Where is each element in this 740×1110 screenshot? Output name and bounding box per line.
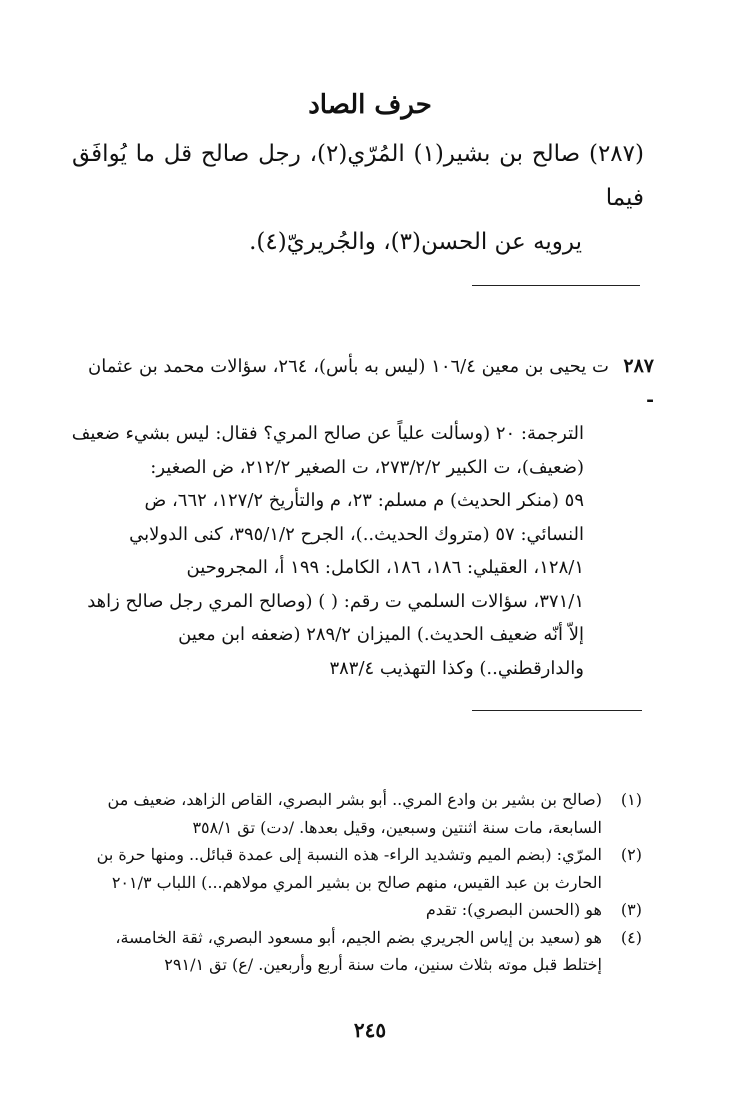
commentary-line: والدارقطني..) وكذا التهذيب ٣٨٣/٤ — [329, 657, 584, 679]
footnote-line: إختلط قبل موته بثلاث سنين، مات سنة أربع وأربعين. /ع) تق ٢٩١/١ — [164, 955, 602, 974]
commentary-line: ت يحيى بن معين ١٠٦/٤ (ليس به بأس)، ٢٦٤، سؤالات محمد بن عثمان — [88, 356, 609, 377]
footnote-number: (٣) — [620, 900, 642, 919]
footnotes-block — [82, 786, 642, 979]
commentary-line: ٣٧١/١، سؤالات السلمي ت رقم: ( ) (وصالح المري رجل صالح زاهد — [87, 590, 584, 612]
footnote-divider — [472, 710, 642, 711]
footnote-item — [82, 841, 642, 896]
footnote-line: هو (سعيد بن إياس الجريري بضم الجيم، أبو مسعود البصري، ثقة الخامسة، — [115, 927, 602, 947]
footnote-line: السابعة، مات سنة اثنتين وسبعين، وقيل بعدها. /دت) تق ٣٥٨/١ — [192, 817, 602, 837]
chapter-heading: حرف الصاد — [308, 90, 432, 120]
entry-line: (٢٨٧) صالح بن بشير(١) المُرّي(٢)، رجل صالح قل ما يُوافَق فيما — [72, 141, 644, 211]
footnote-item — [82, 924, 642, 979]
footnote-number: (١) — [620, 790, 642, 809]
footnote-item — [82, 786, 642, 841]
footnote-item — [82, 896, 642, 924]
footnote-line: الحارث بن عبد القيس، منهم صالح بن بشير المري مولاهم...) اللباب ٢٠١/٣ — [111, 872, 602, 892]
section-divider — [472, 285, 640, 286]
footnote-number: (٢) — [620, 845, 642, 864]
commentary-number: ٢٨٧ - — [623, 355, 654, 411]
commentary-line: النسائي: ٥٧ (متروك الحديث..)، الجرح ٣٩٥/١/٢، كنى الدولابي — [129, 523, 584, 545]
commentary-line: إلاّ أنّه ضعيف الحديث.) الميزان ٢٨٩/٢ (ضعفه ابن معين — [178, 624, 584, 645]
footnote-line: (صالح بن بشير بن وادع المري.. أبو بشر البصري، القاص الزاهد، ضعيف من — [107, 790, 602, 809]
commentary-line: ١٢٨/١، العقيلي: ١٨٦، ١٨٦، الكامل: ١٩٩ أ، المجروحين — [186, 557, 584, 578]
entry-line: يرويه عن الحسن(٣)، والجُريريّ(٤). — [249, 229, 582, 255]
commentary-line: (ضعيف)، ت الكبير ٢٧٣/٢/٢، ت الصغير ٢١٢/٢، ض الصغير: — [150, 456, 584, 478]
footnote-line: المرّي: (بضم الميم وتشديد الراء- هذه النسبة إلى عمدة قبائل.. ومنها حرة بن — [96, 845, 602, 864]
footnote-number: (٤) — [620, 927, 642, 947]
narrator-entry — [72, 132, 644, 264]
commentary-block — [71, 350, 654, 685]
commentary-line: الترجمة: ٢٠ (وسألت علياً عن صالح المري؟ فقال: ليس بشيء ضعيف — [71, 423, 584, 444]
page-number: ٢٤٥ — [353, 1018, 387, 1042]
commentary-line: ٥٩ (منكر الحديث) م مسلم: ٢٣، م والتأريخ ١٢٧/٢، ٦٦٢، ض — [144, 490, 584, 511]
footnote-line: هو (الحسن البصري): تقدم — [425, 900, 602, 919]
